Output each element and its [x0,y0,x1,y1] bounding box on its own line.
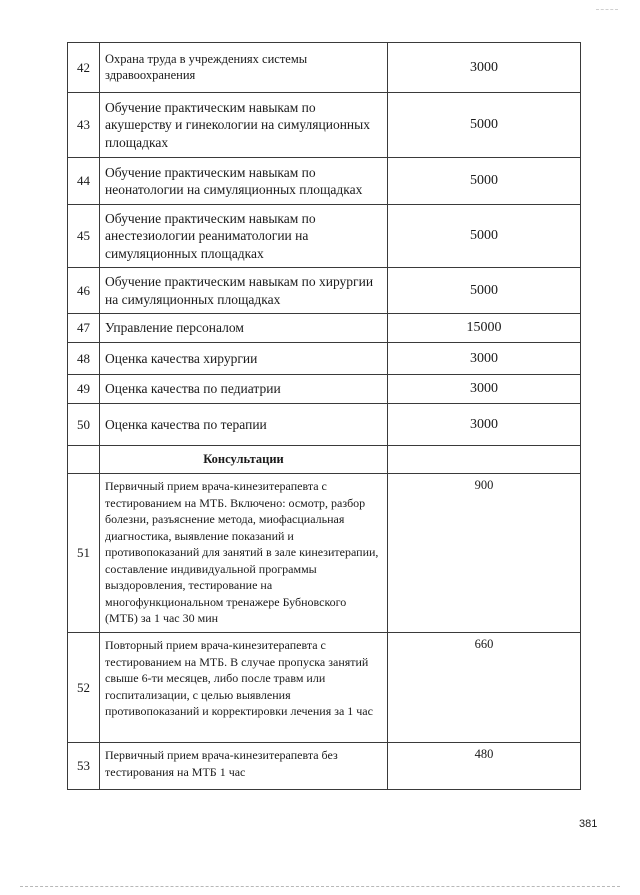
table-row [68,633,581,743]
service-price: 900 [388,474,581,633]
row-number: 46 [68,268,100,314]
row-number: 45 [68,205,100,268]
service-name: Повторный прием врача-кинезитерапевта с тестированием на МТБ. В случае пропуска занятий свыше 6-ти месяцев, либо после травм или госпитализации, с целью выявления противопоказаний и корректировки лечения за 1 час [100,633,388,743]
table-row [68,404,581,446]
table-row [68,43,581,93]
price-table-container [67,42,581,790]
service-name: Обучение практическим навыкам по хирургии на симуляционных площадках [100,268,388,314]
table-row [68,314,581,343]
row-number-empty [68,446,100,474]
price-table [67,42,581,790]
service-price: 3000 [388,343,581,375]
row-number: 48 [68,343,100,375]
service-price: 5000 [388,158,581,205]
service-name: Охрана труда в учреждениях системы здравоохранения [100,43,388,93]
page-number: 381 [579,818,598,830]
section-header-row [68,446,581,474]
table-row [68,205,581,268]
service-price: 660 [388,633,581,743]
service-name: Оценка качества хирургии [100,343,388,375]
row-number: 42 [68,43,100,93]
table-row [68,93,581,158]
table-row [68,375,581,404]
service-name: Управление персоналом [100,314,388,343]
service-price: 3000 [388,43,581,93]
row-number: 47 [68,314,100,343]
service-name: Обучение практическим навыкам по анестезиологии реаниматологии на симуляционных площадках [100,205,388,268]
row-number: 53 [68,743,100,790]
service-price: 5000 [388,93,581,158]
scan-artifact [596,9,618,10]
table-row [68,158,581,205]
section-title: Консультации [100,446,388,474]
service-name: Первичный прием врача-кинезитерапевта с тестированием на МТБ. Включено: осмотр, разбор болезни, разъяснение метода, миофасциальная диагностика, выявление показаний и противопоказаний для занятий в зале кинезитерапии, составление индивидуальной программы выздоровления, тестирование на многофункциональном тренажере Бубновского (МТБ) за 1 час 30 мин [100,474,388,633]
row-number: 51 [68,474,100,633]
table-row [68,474,581,633]
row-number: 50 [68,404,100,446]
service-price: 3000 [388,404,581,446]
service-name: Первичный прием врача-кинезитерапевта без тестирования на МТБ 1 час [100,743,388,790]
price-empty [388,446,581,474]
service-price: 15000 [388,314,581,343]
service-price: 5000 [388,205,581,268]
row-number: 43 [68,93,100,158]
row-number: 49 [68,375,100,404]
service-name: Оценка качества по терапии [100,404,388,446]
row-number: 52 [68,633,100,743]
service-name: Оценка качества по педиатрии [100,375,388,404]
service-name: Обучение практическим навыкам по неонатологии на симуляционных площадках [100,158,388,205]
scan-artifact-line [20,886,620,887]
service-name: Обучение практическим навыкам по акушерству и гинекологии на симуляционных площадках [100,93,388,158]
row-number: 44 [68,158,100,205]
table-row [68,743,581,790]
service-price: 480 [388,743,581,790]
service-price: 5000 [388,268,581,314]
service-price: 3000 [388,375,581,404]
table-row [68,343,581,375]
table-row [68,268,581,314]
